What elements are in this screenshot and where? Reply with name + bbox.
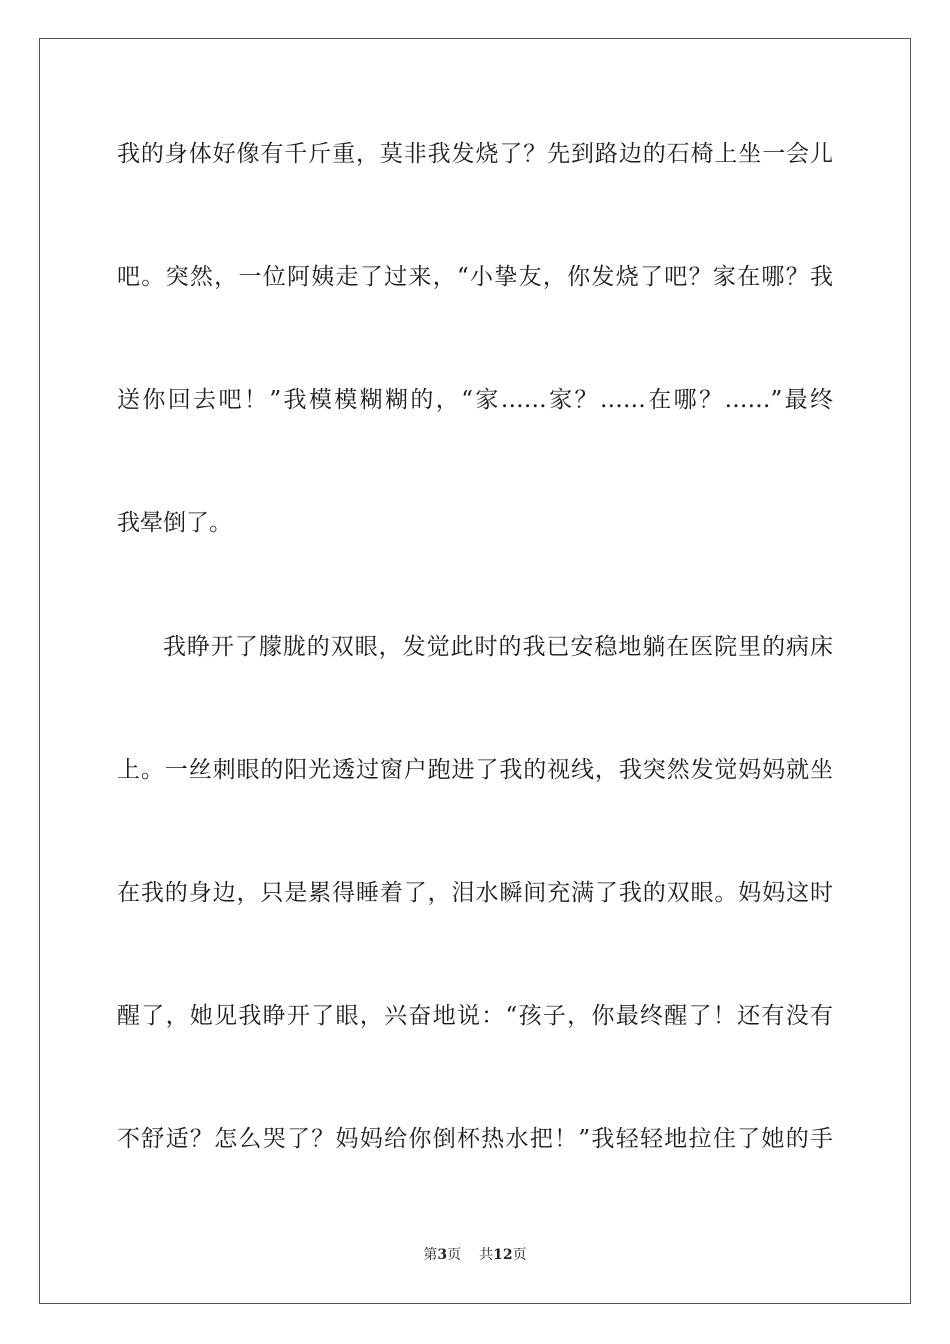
page-suffix: 页 [447,1247,462,1263]
page-number: 3 [437,1247,448,1263]
text-line-1: 我的身体好像有千斤重，莫非我发烧了？先到路边的石椅上坐一会儿 [117,141,833,167]
text-line-8: 醒了，她见我睁开了眼，兴奋地说：“孩子，你最终醒了！还有没有 [117,1003,833,1029]
total-suffix: 页 [512,1247,527,1263]
text-line-6: 上。一丝刺眼的阳光透过窗户跑进了我的视线，我突然发觉妈妈就坐 [117,757,833,783]
text-line-2: 吧。突然，一位阿姨走了过来，“小挚友，你发烧了吧？家在哪？我 [117,264,833,290]
text-line-3: 送你回去吧！”我模模糊糊的，“家……家？……在哪？……”最终 [117,387,833,413]
text-line-7: 在我的身边，只是累得睡着了，泪水瞬间充满了我的双眼。妈妈这时 [117,880,833,906]
total-prefix: 共 [479,1247,494,1263]
text-line-5: 我睁开了朦胧的双眼，发觉此时的我已安稳地躺在医院里的病床 [163,634,833,660]
total-pages: 12 [493,1247,513,1263]
text-line-9: 不舒适？怎么哭了？妈妈给你倒杯热水把！”我轻轻地拉住了她的手 [117,1126,833,1152]
page-footer [0,1246,950,1264]
text-line-4: 我晕倒了。 [117,510,232,536]
page-prefix: 第 [423,1247,438,1263]
page-border [39,38,911,1304]
